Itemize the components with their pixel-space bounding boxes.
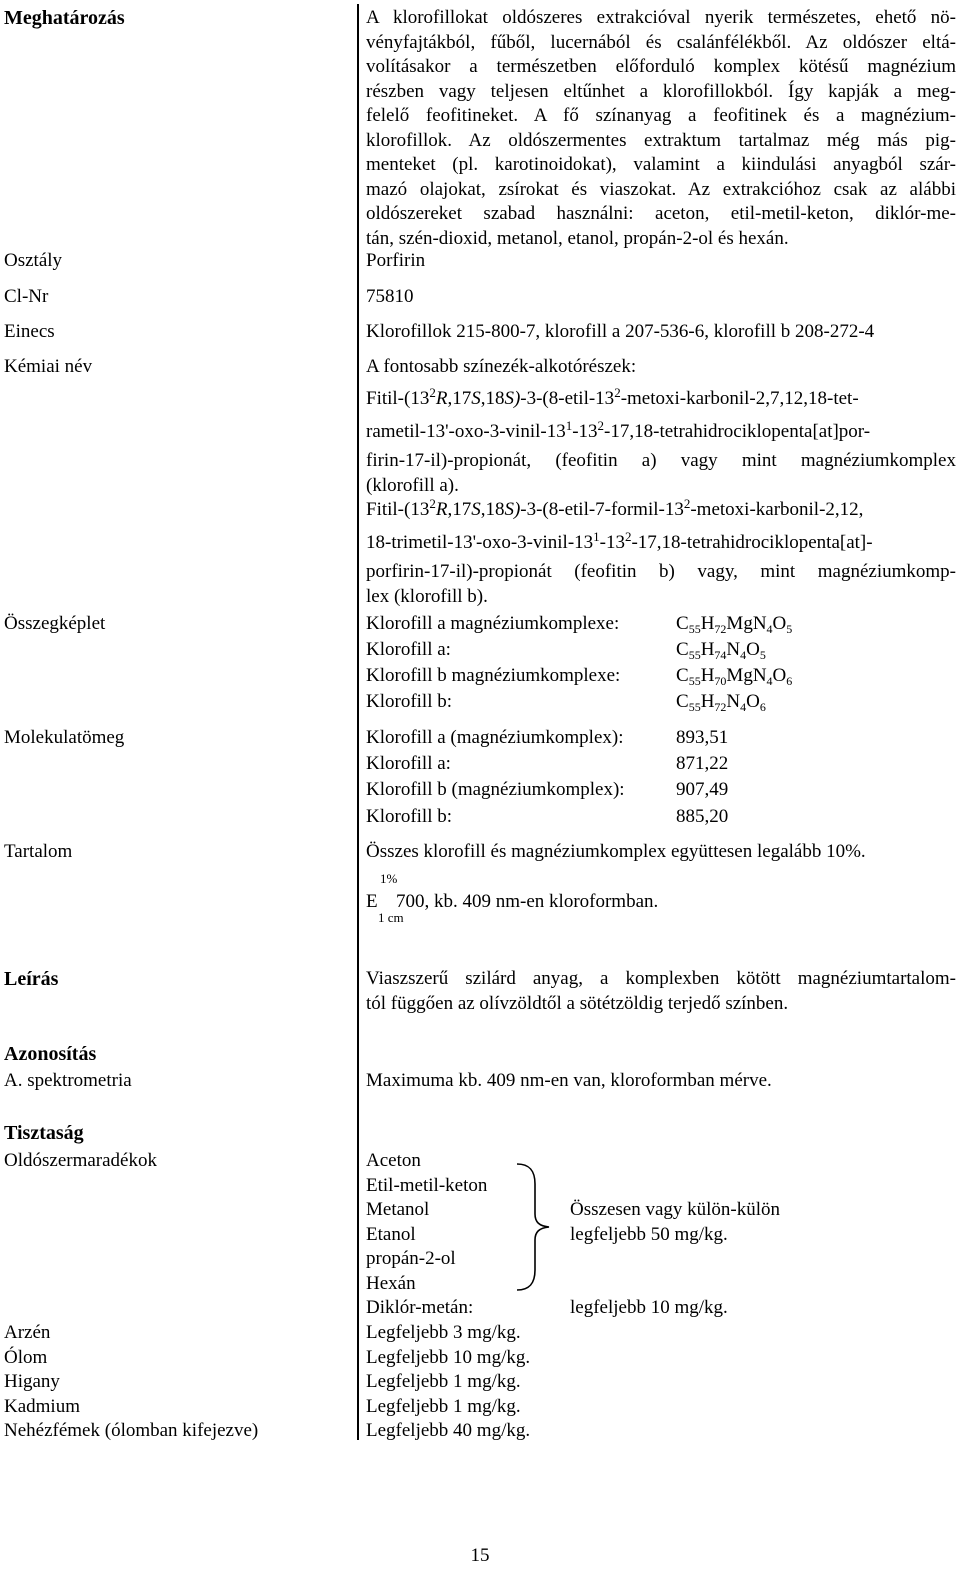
solvent-limit-line2: legfeljebb 50 mg/kg. xyxy=(570,1224,728,1245)
solvent-item: Etil-metil-keton xyxy=(366,1175,488,1196)
label-molekulatomeg: Molekulatömeg xyxy=(4,727,125,748)
page-number: 15 xyxy=(470,1545,490,1566)
definition-line: felelő feofitineket. A fő színanyag a feofitinek és a magnézium- xyxy=(366,105,956,126)
weight-value: 907,49 xyxy=(676,779,729,800)
chemical-name-line: Fitil-$(13^2R,17S,18S)-3-(8-etil-13^2-metoxi-karbonil-2,7,12,18-tet-$ xyxy=(366,385,859,409)
weight-name: Klorofill a: xyxy=(366,753,451,774)
weight-name: Klorofill b (magnéziumkomplex): xyxy=(366,779,625,800)
formula-name: Klorofill b: xyxy=(366,691,453,712)
weight-value: 871,22 xyxy=(676,753,729,774)
chemical-name-line: Fitil-$(13^2R,17S,18S)-3-(8-etil-7-formil-13^2-metoxi-karbonil-2,12$, xyxy=(366,496,864,520)
definition-line: mazó olajokat, zsírokat és viaszokat. Az extrakcióhoz csak az alábbi xyxy=(366,178,956,200)
formula-name: Klorofill a: xyxy=(366,639,451,660)
weight-name: Klorofill b: xyxy=(366,806,453,827)
chemical-name-line: (klorofill a). xyxy=(366,474,459,496)
chemical-name-line: rametil-$13'-oxo-3-vinil-13^1-13^2-17,18-tetrahidrociklopenta[at]por-$ xyxy=(366,418,871,442)
label-arzen: Arzén xyxy=(4,1322,51,1343)
solvent-item: Etanol xyxy=(366,1224,416,1245)
column-divider xyxy=(357,4,359,1440)
extinction-superscript: 1% xyxy=(380,871,398,886)
label-oldoszermaradekok: Oldószermaradékok xyxy=(4,1150,157,1171)
formula-value: $C_{55}H_{72}N_4O_6$ xyxy=(676,691,766,714)
solvent-item: Hexán xyxy=(366,1273,416,1294)
label-meghatarozas: Meghatározás xyxy=(4,7,125,29)
solvent-item: Aceton xyxy=(366,1150,421,1171)
mercury-limit: Legfeljebb 1 mg/kg. xyxy=(366,1371,521,1392)
formula-name: Klorofill a magnéziumkomplexe: xyxy=(366,613,620,634)
chemical-name-b xyxy=(366,494,956,609)
formula-value: $C_{55}H_{74}N_4O_5$ xyxy=(676,639,766,662)
weight-name: Klorofill a (magnéziumkomplex): xyxy=(366,727,624,748)
description-line: tól függően az olívzöldtől a sötétzöldig terjedő színben. xyxy=(366,992,789,1014)
solvent-item: Metanol xyxy=(366,1199,430,1220)
definition-line: klorofillok. Az oldószermentes extraktum tartalmaz még más pig- xyxy=(366,129,956,151)
label-einecs: Einecs xyxy=(4,321,55,342)
label-cinr: Cl-Nr xyxy=(4,286,49,307)
einecs-value: Klorofillok 215-800-7, klorofill a 207-536-6, klorofill b 208-272-4 xyxy=(366,321,875,342)
solvent-item: propán-2-ol xyxy=(366,1248,456,1269)
lead-limit: Legfeljebb 10 mg/kg. xyxy=(366,1347,531,1368)
label-kemiai-nev: Kémiai név xyxy=(4,356,93,377)
spectrometry-value: Maximuma kb. 409 nm-en van, kloroformban mérve. xyxy=(366,1070,772,1091)
chemical-name-line: firin-17-il)-propionát, (feofitin a) vagy mint magnéziumkomplex xyxy=(366,450,956,471)
label-leiras: Leírás xyxy=(4,968,59,990)
cadmium-limit: Legfeljebb 1 mg/kg. xyxy=(366,1396,521,1417)
definition-line: menteket (pl. karotinoidokat), valamint a kiindulási anyagból szár- xyxy=(366,154,956,175)
label-azonositas: Azonosítás xyxy=(4,1043,97,1065)
label-spektrometria: A. spektrometria xyxy=(4,1070,132,1091)
definition-paragraph xyxy=(366,6,956,251)
extinction-text: 700, kb. 409 nm-en kloroformban. xyxy=(396,891,659,912)
definition-line: A klorofillokat oldószeres extrakcióval nyerik természetes, ehető nö- xyxy=(366,7,956,28)
label-osszegkeplet: Összegképlet xyxy=(4,613,106,634)
curly-brace xyxy=(515,1162,565,1292)
chemical-name-intro: A fontosabb színezék-alkotórészek: xyxy=(366,356,637,377)
solvent-limit-line1: Összesen vagy külön-külön xyxy=(570,1199,781,1220)
weight-value: 893,51 xyxy=(676,727,729,748)
formula-value: $C_{55}H_{70}MgN_4O_6$ xyxy=(676,665,793,688)
label-higany: Higany xyxy=(4,1371,60,1392)
chemical-name-line: porfirin-17-il)-propionát (feofitin b) vagy, mint magnéziumkomp- xyxy=(366,561,956,582)
label-tartalom: Tartalom xyxy=(4,841,73,862)
arsenic-limit: Legfeljebb 3 mg/kg. xyxy=(366,1322,521,1343)
class-value: Porfirin xyxy=(366,250,426,271)
definition-line: részben vagy teljesen eltűnhet a klorofillokból. Így kapják a meg- xyxy=(366,80,956,102)
solvent-item: Diklór-metán: xyxy=(366,1297,474,1318)
definition-line: volításakor a természetben előforduló komplex kötésű magnézium xyxy=(366,56,956,77)
label-tisztasag: Tisztaság xyxy=(4,1122,84,1144)
heavy-metals-limit: Legfeljebb 40 mg/kg. xyxy=(366,1420,531,1441)
description-line: Viaszszerű szilárd anyag, a komplexben kötött magnéziumtartalom- xyxy=(366,968,956,989)
extinction-symbol: E xyxy=(366,891,378,912)
label-nehezfemek: Nehézfémek (ólomban kifejezve) xyxy=(4,1420,259,1441)
definition-line: oldószereket szabad használni: aceton, etil-metil-keton, diklór-me- xyxy=(366,203,956,224)
chemical-name-a xyxy=(366,383,956,498)
chemical-name-line: $18-trimetil-13'-oxo-3-vinil-13^1-13^2-17,18-tetrahidrociklopenta[at]-$ xyxy=(366,529,873,553)
label-olom: Ólom xyxy=(4,1347,48,1368)
chemical-name-line: lex (klorofill b). xyxy=(366,585,488,607)
dichloromethane-limit: legfeljebb 10 mg/kg. xyxy=(570,1297,728,1318)
formula-name: Klorofill b magnéziumkomplexe: xyxy=(366,665,621,686)
formula-value: $C_{55}H_{72}MgN_4O_5$ xyxy=(676,613,793,636)
extinction-subscript: 1 cm xyxy=(378,910,404,925)
weight-value: 885,20 xyxy=(676,806,729,827)
definition-line: vényfajtákból, fűből, lucernából és csalánfélékből. Az oldószer eltá- xyxy=(366,31,956,53)
description-paragraph xyxy=(366,967,956,1016)
definition-line: tán, szén-dioxid, metanol, etanol, propán-2-ol és hexán. xyxy=(366,227,789,249)
label-osztaly: Osztály xyxy=(4,250,63,271)
content-line: Összes klorofill és magnéziumkomplex együttesen legalább 10%. xyxy=(366,841,866,862)
ci-value: 75810 xyxy=(366,286,414,307)
label-kadmium: Kadmium xyxy=(4,1396,80,1417)
